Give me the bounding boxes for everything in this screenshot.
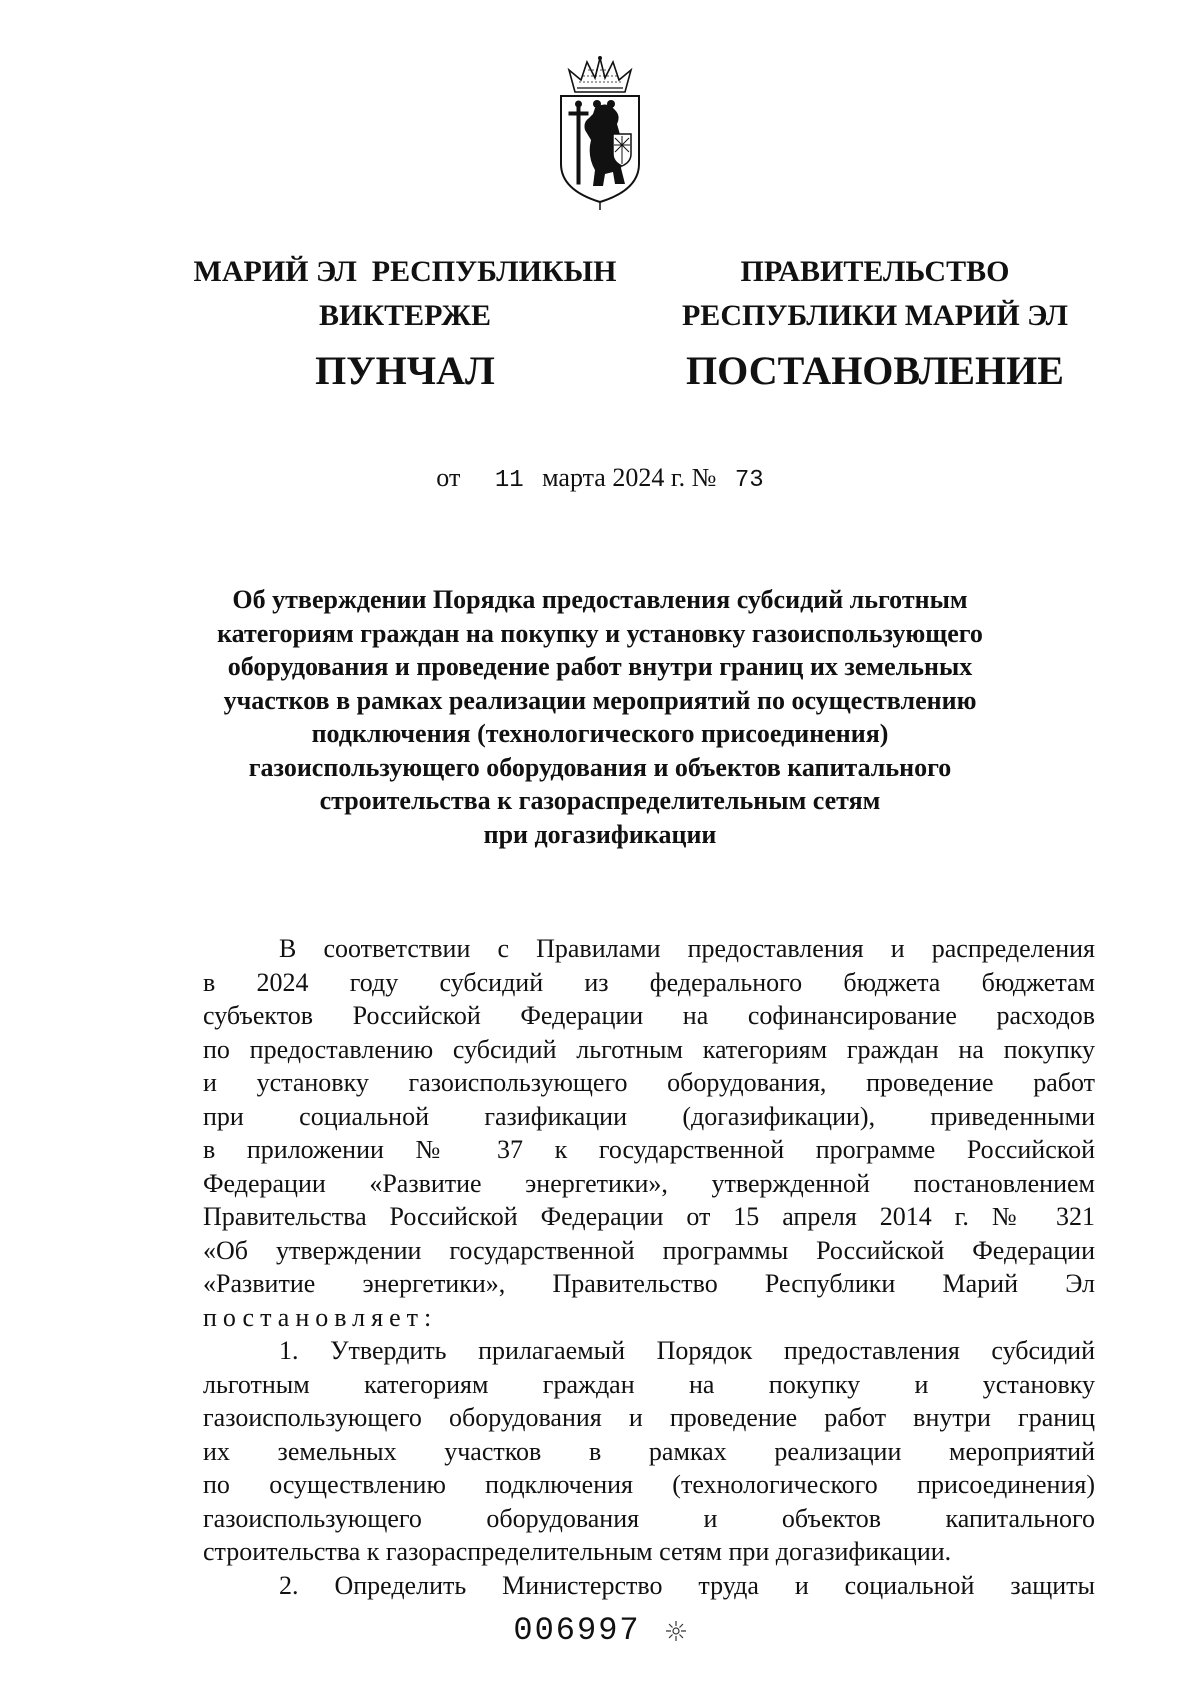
title-line: категориям граждан на покупку и установку газоиспользующего [217, 618, 983, 648]
body-line: по осуществлению подключения (технологического присоединения) [203, 1470, 1095, 1499]
body-line: 2. Определить Министерство труда и социальной защиты [279, 1570, 1095, 1600]
body-line: их земельных участков в рамках реализации мероприятий [203, 1436, 1095, 1466]
title-line: газоиспользующего оборудования и объектов капитального [248, 752, 952, 782]
document-title [150, 583, 1050, 851]
body-line: по предоставлению субсидий льготным категориям граждан на покупку [203, 1034, 1095, 1064]
title-line: при догазификации [483, 819, 717, 849]
body-line: в приложении № 37 к государственной программе Российской [203, 1135, 1095, 1164]
serial-number: 006997 [513, 1612, 641, 1649]
body-line: Федерации «Развитие энергетики», утвержденной постановлением [203, 1168, 1095, 1198]
body-line: и установку газоиспользующего оборудования, проведение работ [203, 1068, 1095, 1097]
title-line: подключения (технологического присоединения) [311, 719, 889, 748]
title-line: строительства к газораспределительным сетям [319, 786, 881, 815]
serial-footer [0, 1612, 1200, 1649]
header-left-line1: МАРИЙ ЭЛ РЕСПУБЛИКЫН [193, 255, 617, 288]
body-line: «Развитие энергетики», Правительство Республики Марий Эл [203, 1269, 1095, 1298]
body-line: «Об утверждении государственной программы Российской Федерации [203, 1235, 1095, 1265]
body-line: газоиспользующего оборудования и проведение работ внутри границ [203, 1403, 1095, 1432]
star-mark-icon [665, 1620, 687, 1642]
header-right-russian [640, 250, 1110, 400]
header-left-line2: ВИКТЕРЖЕ [318, 299, 492, 332]
crown-icon [569, 56, 631, 92]
body-line: постановляет: [203, 1302, 438, 1332]
header-left-mari [170, 250, 640, 400]
date-prefix: от [436, 463, 461, 492]
date-day: 11 [494, 467, 524, 494]
document-number: 73 [734, 467, 764, 494]
body-line: 1. Утвердить прилагаемый Порядок предоставления субсидий [279, 1336, 1095, 1365]
body-line: субъектов Российской Федерации на софинансирование расходов [203, 1001, 1095, 1030]
body-line: в 2024 году субсидий из федерального бюджета бюджетам [203, 967, 1095, 997]
body-line: при социальной газификации (догазификации), приведенными [203, 1101, 1095, 1131]
body-line: В соответствии с Правилами предоставления и распределения [279, 934, 1095, 963]
document-body [203, 932, 1095, 1602]
title-line: участков в рамках реализации мероприятий по осуществлению [223, 685, 977, 715]
body-line: Правительства Российской Федерации от 15 апреля 2014 г. № 321 [203, 1202, 1095, 1231]
header-left-doc-type: ПУНЧАЛ [315, 348, 495, 393]
header-right-doc-type: ПОСТАНОВЛЕНИЕ [686, 348, 1064, 393]
coat-of-arms-emblem [555, 52, 645, 212]
header-right-line1: ПРАВИТЕЛЬСТВО [740, 255, 1010, 288]
date-line [0, 463, 1200, 494]
title-line: Об утверждении Порядка предоставления субсидий льготным [232, 585, 968, 614]
date-text: марта 2024 г. № [542, 463, 717, 492]
small-shield-icon [613, 134, 631, 166]
header-right-line2: РЕСПУБЛИКИ МАРИЙ ЭЛ [681, 299, 1068, 332]
title-line: оборудования и проведение работ внутри границ их земельных [227, 652, 973, 681]
body-line: строительства к газораспределительным сетям при догазификации. [203, 1537, 952, 1566]
body-line: газоиспользующего оборудования и объектов капитального [203, 1503, 1095, 1533]
body-line: льготным категориям граждан на покупку и установку [203, 1369, 1095, 1399]
